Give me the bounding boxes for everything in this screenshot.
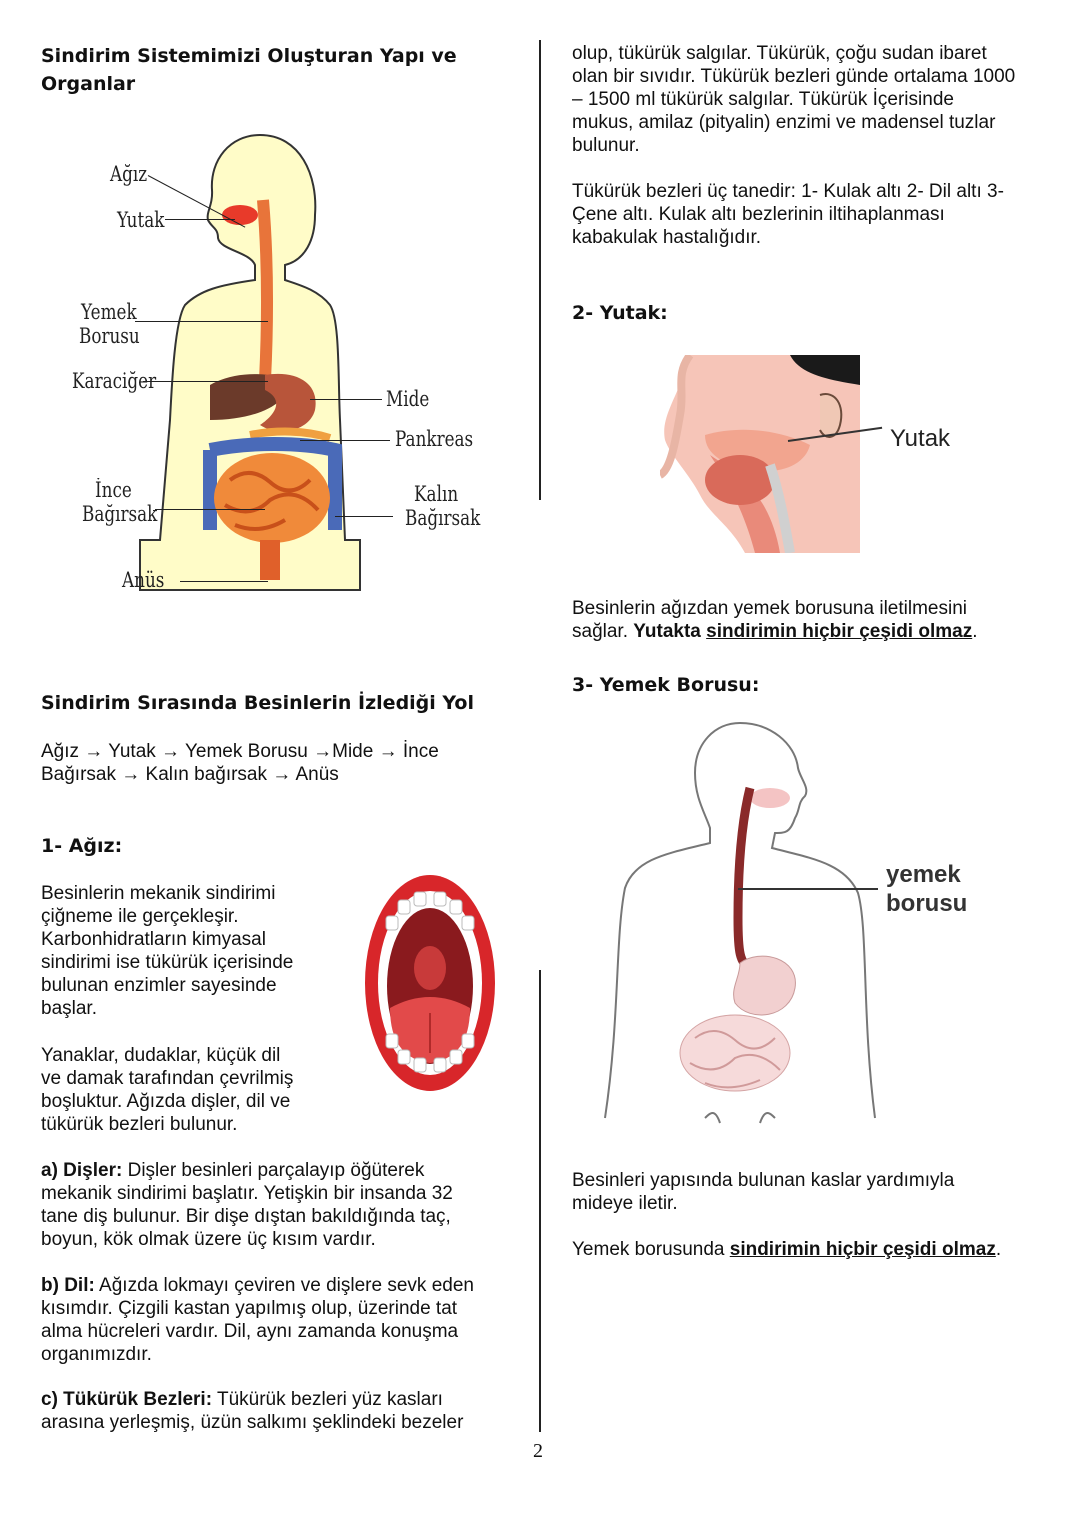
text-line: bulunur. — [572, 135, 640, 156]
text-line: mekanik sindirimi başlatır. Yetişkin bir insanda 32 — [41, 1183, 453, 1204]
label-mide: Mide — [386, 387, 430, 411]
open-mouth-image — [360, 868, 500, 1098]
text-line: alma hücreleri vardır. Dil, aynı zamanda konuşma — [41, 1321, 459, 1342]
text-segment: . — [972, 621, 978, 642]
leader-line — [335, 516, 393, 517]
esophagus-image — [600, 718, 890, 1128]
saliva-paragraph — [41, 1388, 511, 1434]
text-line: ve damak tarafından çevrilmiş — [41, 1068, 294, 1089]
text-line: Dişler besinleri parçalayıp öğüterek — [122, 1160, 425, 1181]
pharynx-paragraph — [572, 597, 1052, 643]
saliva-label: c) Tükürük Bezleri: — [41, 1389, 213, 1410]
text-segment: sağlar. — [572, 621, 634, 642]
leader-line — [300, 440, 390, 441]
text-line: bulunan enzimler sayesinde — [41, 975, 277, 996]
tongue-label: b) Dil: — [41, 1275, 95, 1296]
esophagus-paragraph-2 — [572, 1238, 1052, 1261]
label-yemek-borusu-2: Borusu — [79, 324, 140, 348]
section-title-organs: Sindirim Sistemimizi Oluşturan Yapı ve Organlar — [41, 45, 457, 95]
text-line: Çene altı. Kulak altı bezlerinin iltihaplanması — [572, 204, 945, 225]
pharynx-illustration — [660, 355, 970, 553]
text-segment: . — [995, 1239, 1002, 1260]
leader-line — [165, 219, 235, 220]
path-line-1: Ağız → Yutak → Yemek Borusu →Mide → İnce — [41, 741, 439, 762]
heading-yemek-borusu: 3- Yemek Borusu: — [572, 674, 760, 696]
label-pharynx: Yutak — [890, 425, 951, 452]
text-line: kısımdır. Çizgili kastan yapılmış olup, üzerinde tat — [41, 1298, 458, 1319]
label-yutak: Yutak — [117, 208, 165, 232]
leader-line — [180, 581, 268, 582]
text-line: sindirimi ise tükürük içerisinde — [41, 952, 294, 973]
text-line: Besinlerin mekanik sindirimi — [41, 883, 276, 904]
text-line: olan bir sıvıdır. Tükürük bezleri günde ortalama 1000 — [572, 66, 1016, 87]
esophagus-paragraph-1 — [572, 1169, 1052, 1215]
label-karaciger: Karaciğer — [72, 369, 157, 393]
label-ince-2: Bağırsak — [82, 502, 158, 526]
digestive-system-diagram — [60, 120, 500, 610]
text-line: boşluktur. Ağızda dişler, dil ve — [41, 1091, 291, 1112]
esophagus-illustration — [600, 718, 890, 1128]
tongue-paragraph — [41, 1274, 511, 1366]
text-line: tükürük bezleri bulunur. — [41, 1114, 238, 1135]
label-ince-1: İnce — [95, 478, 132, 502]
mouth-paragraph-2 — [41, 1044, 341, 1136]
label-esophagus — [886, 860, 967, 918]
label-esophagus-line-2: borusu — [886, 890, 968, 917]
text-line: Tükürük bezleri yüz kasları — [212, 1389, 443, 1410]
heading-agiz: 1- Ağız: — [41, 835, 123, 857]
section-title-path: Sindirim Sırasında Besinlerin İzlediği Yol — [41, 692, 474, 714]
mouth-paragraph-1 — [41, 882, 341, 1020]
text-line: çiğneme ile gerçekleşir. — [41, 906, 239, 927]
text-line: boyun, kök olmak üzere üç kısım vardır. — [41, 1229, 376, 1250]
column-divider-bottom — [539, 970, 541, 1432]
label-pankreas: Pankreas — [395, 427, 474, 451]
leader-line — [155, 509, 265, 510]
open-mouth-illustration — [360, 868, 500, 1098]
label-agiz: Ağız — [110, 162, 148, 186]
text-line: Ağızda lokmayı çeviren ve dişlere sevk eden — [94, 1275, 474, 1296]
text-line: Tükürük bezleri üç tanedir: 1- Kulak altı 2- Dil altı 3- — [572, 181, 1004, 202]
label-kalin-1: Kalın — [414, 482, 459, 506]
text-line: kabakulak hastalığıdır. — [572, 227, 762, 248]
text-line: organımızdır. — [41, 1344, 152, 1365]
text-line: arasına yerleşmiş, üzün salkımı şeklindeki bezeler — [41, 1412, 464, 1433]
teeth-paragraph — [41, 1159, 511, 1251]
leader-line — [135, 321, 268, 322]
text-line: – 1500 ml tükürük salgılar. Tükürük İçerisinde — [572, 89, 954, 110]
text-line: tane diş bulunur. Bir dişe dıştan bakıldığında taç, — [41, 1206, 451, 1227]
underlined-text: sindirimin hiçbir çeşidi olmaz — [729, 1239, 996, 1260]
leader-line — [143, 381, 268, 382]
page-number: 2 — [533, 1440, 543, 1462]
text-line: mukus, amilaz (pityalin) enzimi ve madensel tuzlar — [572, 112, 996, 133]
glands-paragraph — [572, 180, 1052, 249]
text-line: Besinleri yapısında bulunan kaslar yardımıyla — [572, 1170, 955, 1191]
label-esophagus-line-1: yemek — [886, 861, 961, 888]
text-line: Yanaklar, dudaklar, küçük dil — [41, 1045, 281, 1066]
text-line: Besinlerin ağızdan yemek borusuna iletilmesini — [572, 598, 967, 619]
text-segment-bold: Yutakta — [633, 621, 707, 642]
text-line: mideye iletir. — [572, 1193, 678, 1214]
digestive-system-illustration — [60, 120, 500, 610]
teeth-label: a) Dişler: — [41, 1160, 123, 1181]
text-line: olup, tükürük salgılar. Tükürük, çoğu sudan ibaret — [572, 43, 987, 64]
heading-yutak: 2- Yutak: — [572, 302, 668, 324]
text-segment: Yemek borusunda — [572, 1239, 730, 1260]
underlined-text: sindirimin hiçbir çeşidi olmaz — [706, 621, 973, 642]
path-line-2: Bağırsak → Kalın bağırsak → Anüs — [41, 764, 339, 785]
text-line: başlar. — [41, 998, 97, 1019]
leader-line — [310, 399, 382, 400]
saliva-continuation — [572, 42, 1052, 157]
esophagus-leader-line — [738, 888, 878, 890]
label-kalin-2: Bağırsak — [405, 506, 481, 530]
label-anus: Anüs — [122, 568, 165, 592]
text-line: Karbonhidratların kimyasal — [41, 929, 266, 950]
label-yemek-borusu-1: Yemek — [81, 300, 137, 324]
column-divider-top — [539, 40, 541, 500]
pharynx-image — [660, 355, 970, 553]
